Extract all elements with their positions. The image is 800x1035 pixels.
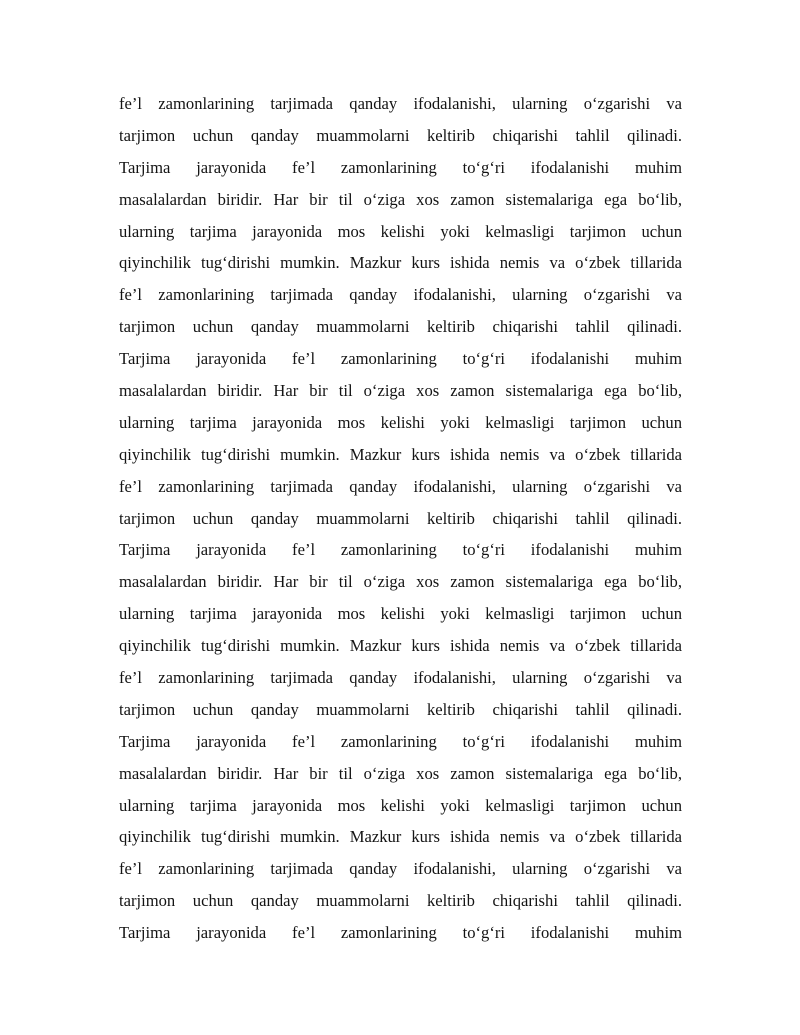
text-line: qiyinchilik tug‘dirishi mumkin. Mazkur kurs ishida nemis va o‘zbek tillarida bbox=[119, 827, 682, 847]
text-line: ularning tarjima jarayonida mos kelishi yoki kelmasligi tarjimon uchun bbox=[119, 412, 682, 432]
text-line: masalalardan biridir. Har bir til o‘ziga xos zamon sistemalariga ega bo‘lib, bbox=[119, 763, 682, 783]
body-text bbox=[119, 88, 682, 949]
text-line: ularning tarjima jarayonida mos kelishi yoki kelmasligi tarjimon uchun bbox=[119, 795, 682, 815]
text-line: Tarjima jarayonida fe’l zamonlarining to‘g‘ri ifodalanishi muhim bbox=[119, 349, 682, 369]
text-line: tarjimon uchun qanday muammolarni keltirib chiqarishi tahlil qilinadi. bbox=[119, 508, 682, 528]
text-line: Tarjima jarayonida fe’l zamonlarining to‘g‘ri ifodalanishi muhim bbox=[119, 731, 682, 751]
text-line: tarjimon uchun qanday muammolarni keltirib chiqarishi tahlil qilinadi. bbox=[119, 891, 682, 911]
text-line: qiyinchilik tug‘dirishi mumkin. Mazkur kurs ishida nemis va o‘zbek tillarida bbox=[119, 253, 682, 273]
text-line: fe’l zamonlarining tarjimada qanday ifodalanishi, ularning o‘zgarishi va bbox=[119, 285, 682, 305]
text-line: masalalardan biridir. Har bir til o‘ziga xos zamon sistemalariga ega bo‘lib, bbox=[119, 572, 682, 592]
text-line: ularning tarjima jarayonida mos kelishi yoki kelmasligi tarjimon uchun bbox=[119, 221, 682, 241]
text-line: qiyinchilik tug‘dirishi mumkin. Mazkur kurs ishida nemis va o‘zbek tillarida bbox=[119, 444, 682, 464]
text-line: fe’l zamonlarining tarjimada qanday ifodalanishi, ularning o‘zgarishi va bbox=[119, 668, 682, 688]
text-line: Tarjima jarayonida fe’l zamonlarining to‘g‘ri ifodalanishi muhim bbox=[119, 157, 682, 177]
text-line: fe’l zamonlarining tarjimada qanday ifodalanishi, ularning o‘zgarishi va bbox=[119, 476, 682, 496]
text-line: tarjimon uchun qanday muammolarni keltirib chiqarishi tahlil qilinadi. bbox=[119, 699, 682, 719]
text-line: tarjimon uchun qanday muammolarni keltirib chiqarishi tahlil qilinadi. bbox=[119, 125, 682, 145]
text-line: Tarjima jarayonida fe’l zamonlarining to‘g‘ri ifodalanishi muhim bbox=[119, 923, 682, 943]
text-line: fe’l zamonlarining tarjimada qanday ifodalanishi, ularning o‘zgarishi va bbox=[119, 859, 682, 879]
text-line: masalalardan biridir. Har bir til o‘ziga xos zamon sistemalariga ega bo‘lib, bbox=[119, 381, 682, 401]
text-line: ularning tarjima jarayonida mos kelishi yoki kelmasligi tarjimon uchun bbox=[119, 604, 682, 624]
text-line: qiyinchilik tug‘dirishi mumkin. Mazkur kurs ishida nemis va o‘zbek tillarida bbox=[119, 636, 682, 656]
text-line: masalalardan biridir. Har bir til o‘ziga xos zamon sistemalariga ega bo‘lib, bbox=[119, 189, 682, 209]
text-line: tarjimon uchun qanday muammolarni keltirib chiqarishi tahlil qilinadi. bbox=[119, 317, 682, 337]
text-line: Tarjima jarayonida fe’l zamonlarining to‘g‘ri ifodalanishi muhim bbox=[119, 540, 682, 560]
text-line: fe’l zamonlarining tarjimada qanday ifodalanishi, ularning o‘zgarishi va bbox=[119, 94, 682, 113]
